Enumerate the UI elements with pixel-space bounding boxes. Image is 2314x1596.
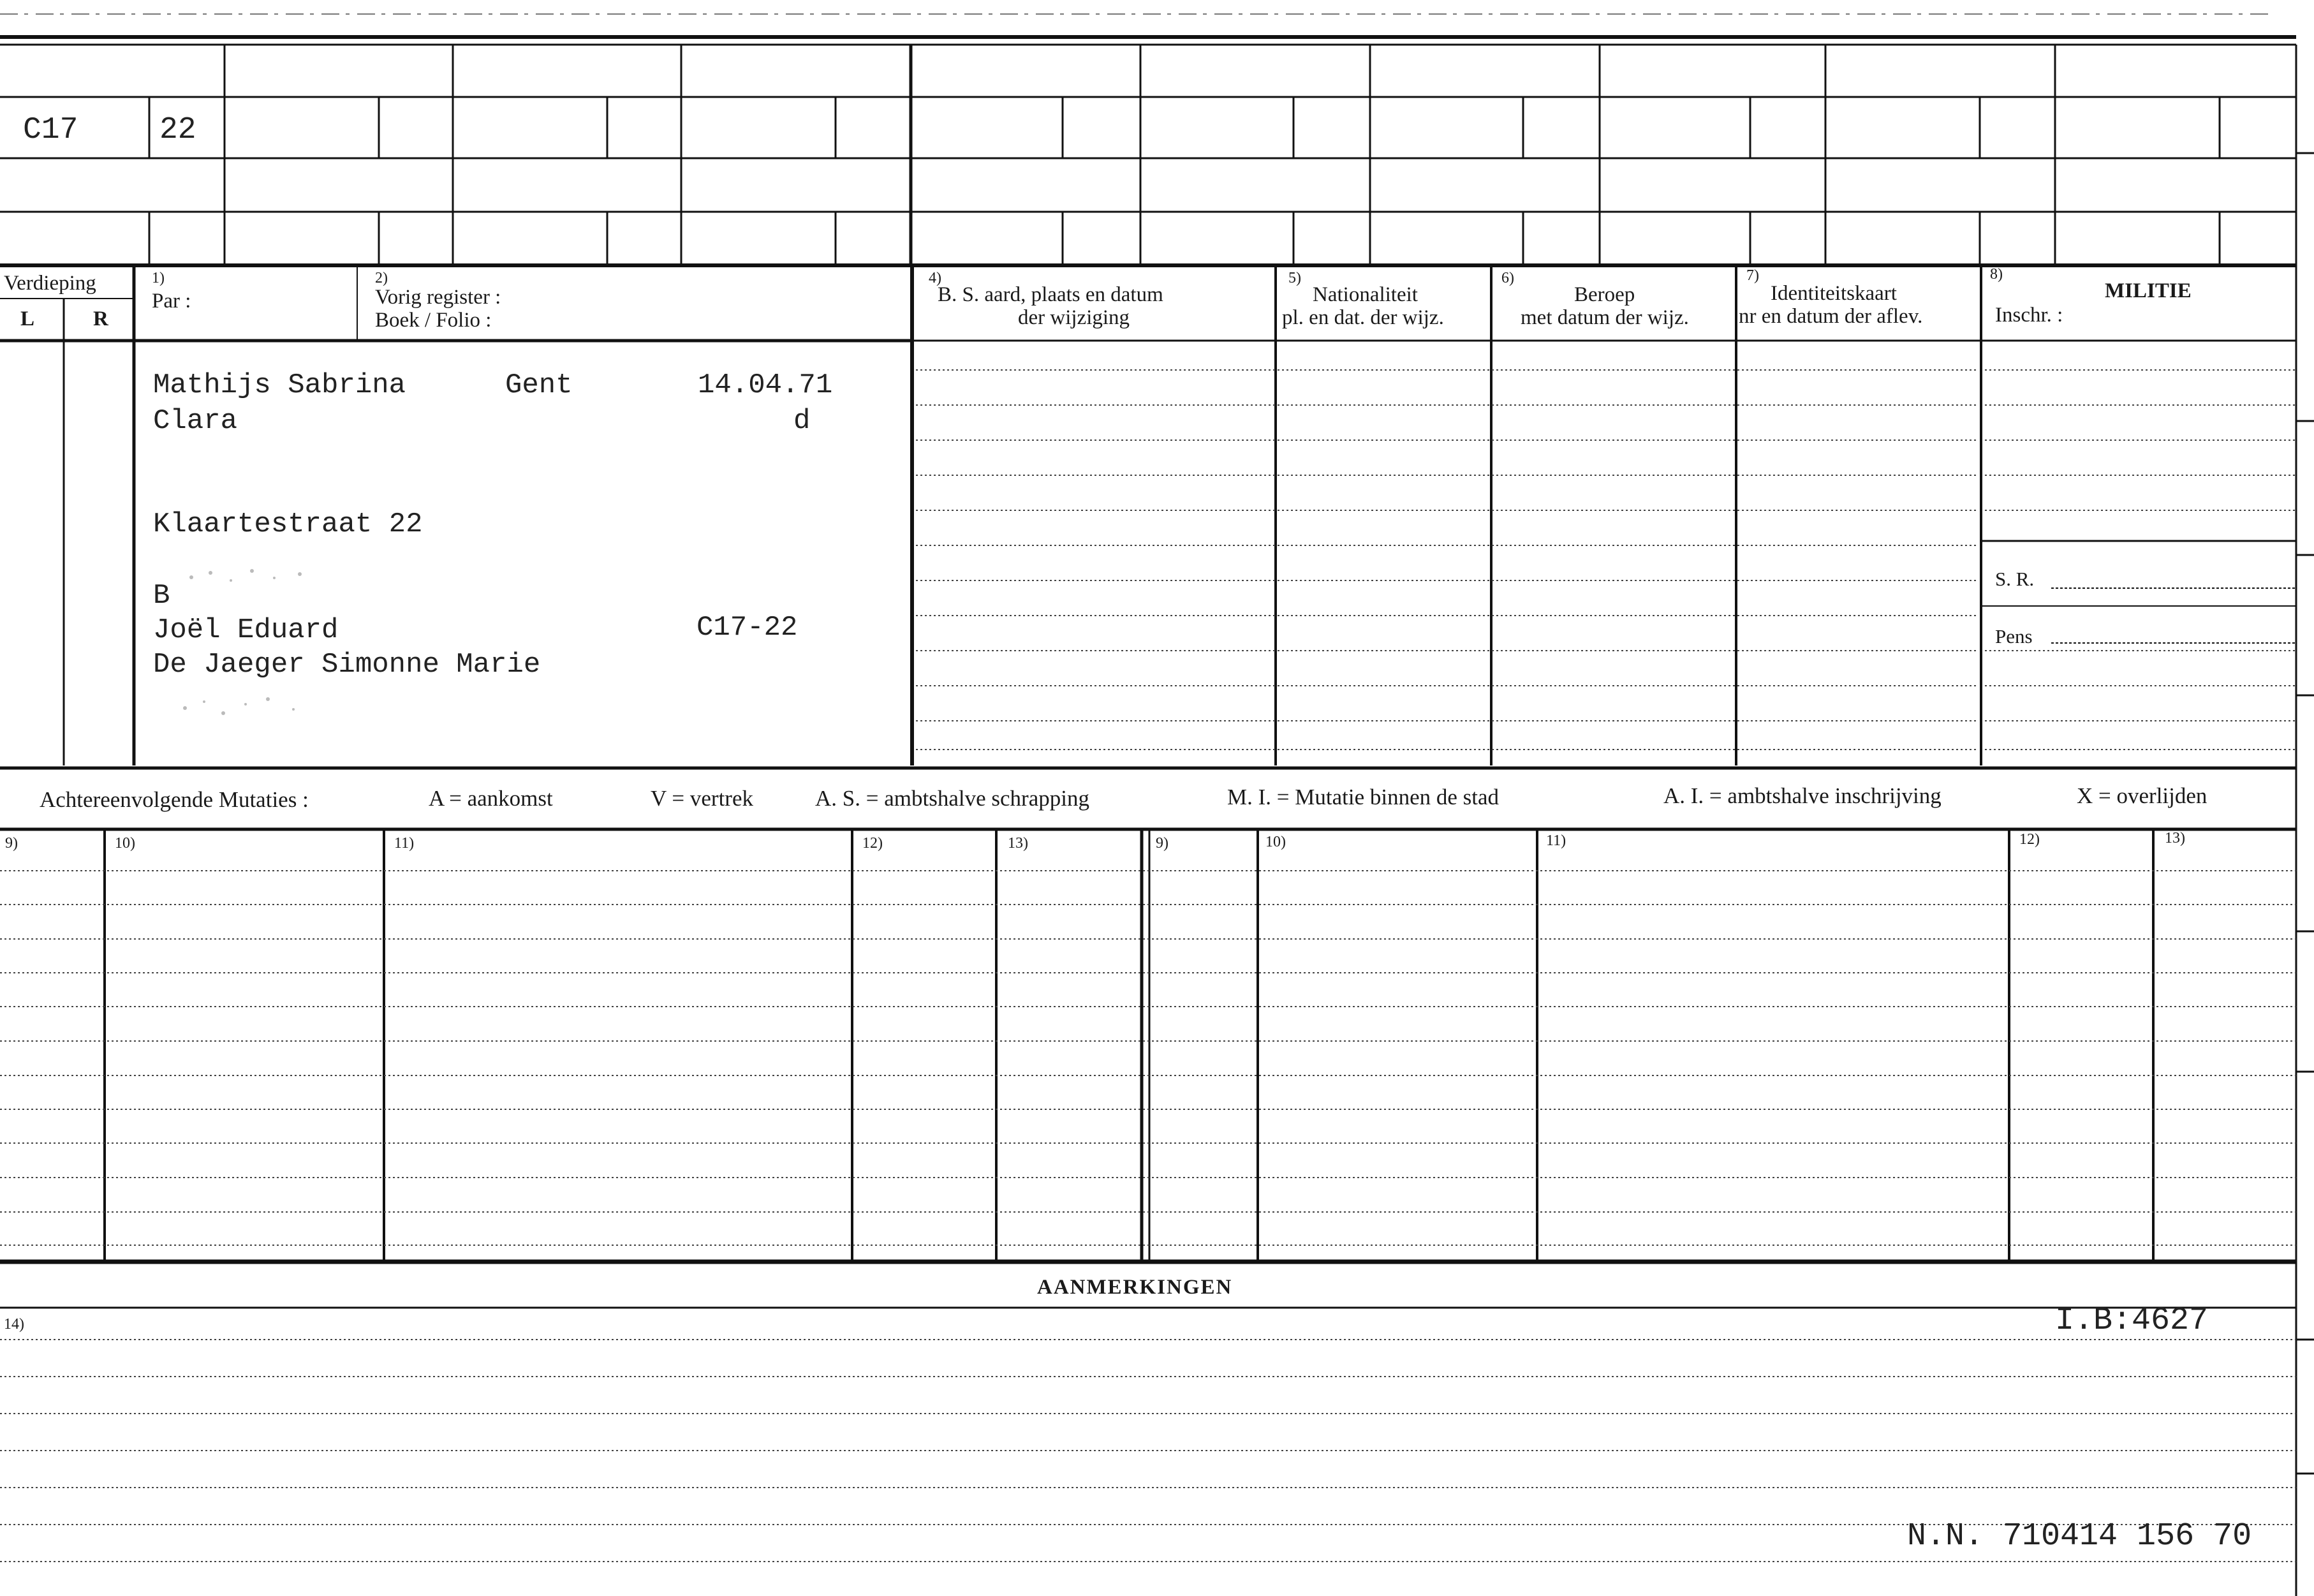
mutatie-inschrijving: A. I. = ambtshalve inschrijving	[1663, 783, 1942, 808]
mutatie-aankomst: A = aankomst	[429, 786, 553, 811]
address: Klaartestraat 22	[153, 508, 423, 540]
mut-left-col11: 11)	[394, 835, 415, 852]
verdieping-right: R	[93, 307, 108, 330]
militie-pens-label: Pens	[1995, 625, 2033, 647]
birth-date: 14.04.71	[698, 369, 833, 401]
mut-left-col9: 9)	[5, 835, 18, 852]
reference-code: C17-22	[696, 612, 798, 644]
mut-right-col10: 10)	[1265, 834, 1286, 850]
aanmerkingen-title: AANMERKINGEN	[1037, 1276, 1233, 1299]
col4-line2: der wijziging	[1018, 306, 1130, 329]
col6-line2: met datum der wijz.	[1521, 306, 1689, 329]
mut-left-col10: 10)	[115, 835, 135, 852]
col1-number: 1)	[152, 270, 165, 286]
col1-label: Par :	[152, 290, 191, 313]
militie-sr-label: S. R.	[1995, 568, 2035, 590]
mutatie-overlijden: X = overlijden	[2077, 783, 2207, 808]
col5-line2: pl. en dat. der wijz.	[1282, 306, 1444, 329]
mutatie-schrapping: A. S. = ambtshalve schrapping	[815, 786, 1089, 811]
mut-right-col12: 12)	[2019, 831, 2040, 848]
block-code: C17	[23, 113, 78, 147]
mutaties-title: Achtereenvolgende Mutaties :	[40, 787, 309, 812]
militie-inschr-label: Inschr. :	[1995, 304, 2063, 327]
sex-code: d	[793, 405, 811, 437]
mut-right-col13: 13)	[2165, 830, 2185, 846]
mut-left-col12: 12)	[862, 835, 883, 852]
mut-right-col11: 11)	[1546, 832, 1566, 849]
militie-title: MILITIE	[2105, 279, 2192, 302]
col5-number: 5)	[1288, 270, 1301, 286]
vorig-register-label: Vorig register :	[375, 286, 501, 309]
ib-number: I.B:4627	[2055, 1303, 2209, 1339]
house-number: 22	[159, 113, 196, 147]
mut-left-col13: 13)	[1008, 835, 1028, 852]
mutatie-vertrek: V = vertrek	[651, 786, 753, 811]
person-name-line2: Clara	[153, 405, 238, 437]
col4-number: 4)	[929, 270, 941, 286]
col7-line2: nr en datum der aflev.	[1739, 305, 1923, 328]
national-number: N.N. 710414 156 70	[1907, 1518, 2252, 1555]
birth-place: Gent	[505, 369, 573, 401]
mutatie-binnen-stad: M. I. = Mutatie binnen de stad	[1227, 785, 1500, 809]
col6-line1: Beroep	[1574, 283, 1635, 306]
verdieping-left: L	[20, 307, 35, 330]
col2-number: 2)	[375, 270, 388, 286]
col5-line1: Nationaliteit	[1313, 283, 1418, 306]
verdieping-title: Verdieping	[4, 272, 96, 295]
aanmerkingen-number: 14)	[4, 1316, 24, 1333]
col6-number: 6)	[1501, 270, 1514, 286]
father-name: Joël Eduard	[153, 614, 339, 646]
col4-line1: B. S. aard, plaats en datum	[938, 283, 1163, 306]
person-name-line1: Mathijs Sabrina	[153, 369, 406, 401]
b-mark: B	[153, 580, 170, 612]
mut-right-col9: 9)	[1156, 835, 1168, 852]
col8-number: 8)	[1990, 266, 2003, 283]
col7-number: 7)	[1746, 267, 1759, 284]
col7-line1: Identiteitskaart	[1771, 282, 1897, 305]
boek-folio-label: Boek / Folio :	[375, 309, 492, 332]
mother-name: De Jaeger Simonne Marie	[153, 649, 541, 681]
